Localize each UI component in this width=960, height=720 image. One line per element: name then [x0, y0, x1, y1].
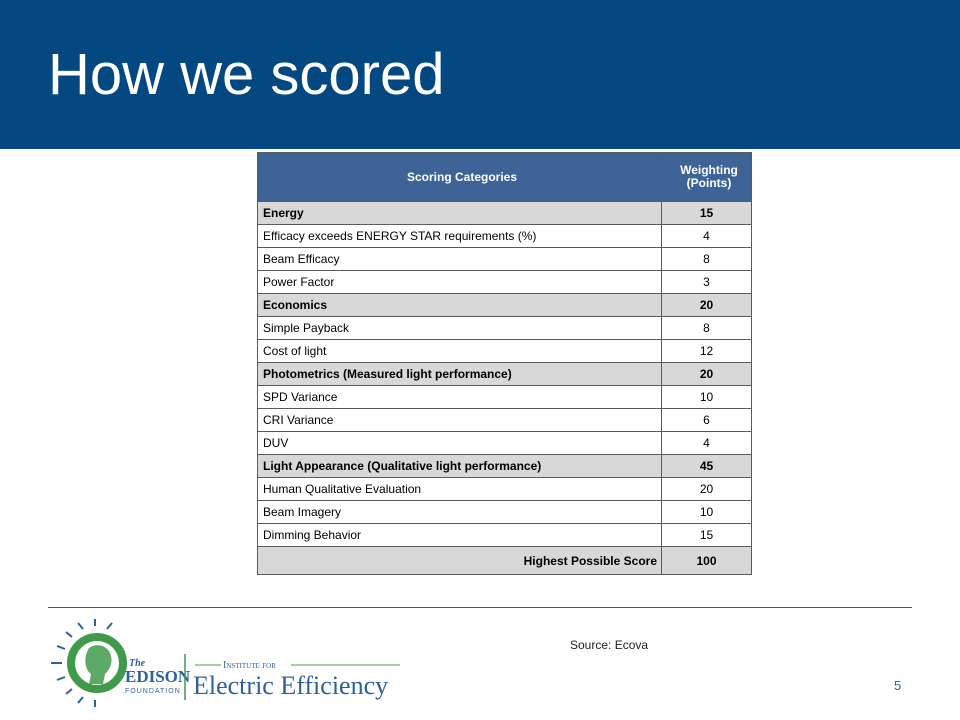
- source-note: Source: Ecova: [570, 638, 649, 652]
- criterion-points: 15: [662, 524, 752, 547]
- category-row: [258, 202, 752, 225]
- criterion-label: Power Factor: [258, 271, 662, 294]
- logo-the: The: [129, 658, 146, 669]
- criterion-label: CRI Variance: [258, 409, 662, 432]
- table-row: [258, 340, 752, 363]
- criterion-label: Beam Imagery: [258, 501, 662, 524]
- criterion-label: Cost of light: [258, 340, 662, 363]
- title-bar: [0, 0, 960, 149]
- table-row: [258, 248, 752, 271]
- slide-title: How we scored: [48, 42, 445, 107]
- criterion-label: DUV: [258, 432, 662, 455]
- table-row: [258, 386, 752, 409]
- criterion-points: 3: [662, 271, 752, 294]
- category-points: 45: [662, 455, 752, 478]
- header-scoring-categories: Scoring Categories: [258, 153, 662, 202]
- criterion-label: Simple Payback: [258, 317, 662, 340]
- category-label: Light Appearance (Qualitative light performance): [258, 455, 662, 478]
- page-number: 5: [894, 678, 902, 693]
- criterion-label: Efficacy exceeds ENERGY STAR requirements (%): [258, 225, 662, 248]
- criterion-points: 6: [662, 409, 752, 432]
- category-label: Economics: [258, 294, 662, 317]
- table-row: [258, 271, 752, 294]
- total-points: 100: [662, 547, 752, 575]
- category-label: Photometrics (Measured light performance): [258, 363, 662, 386]
- total-label: Highest Possible Score: [258, 547, 662, 575]
- criterion-points: 4: [662, 432, 752, 455]
- category-label: Energy: [258, 202, 662, 225]
- criterion-label: Beam Efficacy: [258, 248, 662, 271]
- footer-divider: [48, 607, 912, 608]
- criterion-points: 20: [662, 478, 752, 501]
- table-row: [258, 317, 752, 340]
- criterion-points: 8: [662, 248, 752, 271]
- table-row: [258, 432, 752, 455]
- criterion-points: 4: [662, 225, 752, 248]
- header-weighting: [662, 153, 752, 202]
- logo-institute-for: Institute for: [223, 660, 276, 671]
- criterion-label: SPD Variance: [258, 386, 662, 409]
- category-row: [258, 294, 752, 317]
- table-total-row: [258, 547, 752, 575]
- criterion-points: 10: [662, 501, 752, 524]
- criterion-points: 10: [662, 386, 752, 409]
- edison-profile-icon: [85, 645, 111, 684]
- table-row: [258, 225, 752, 248]
- category-points: 20: [662, 294, 752, 317]
- table-header-row: [258, 153, 752, 202]
- category-points: 15: [662, 202, 752, 225]
- table-row: [258, 409, 752, 432]
- logo-edison: EDISON: [125, 667, 191, 686]
- table-row: [258, 501, 752, 524]
- header-weighting-line1: Weighting: [680, 163, 738, 177]
- criterion-label: Dimming Behavior: [258, 524, 662, 547]
- table-row: [258, 478, 752, 501]
- logo-electric-efficiency: Electric Efficiency: [193, 671, 389, 700]
- category-points: 20: [662, 363, 752, 386]
- criterion-points: 12: [662, 340, 752, 363]
- category-row: [258, 363, 752, 386]
- table-row: [258, 524, 752, 547]
- criterion-points: 8: [662, 317, 752, 340]
- criterion-label: Human Qualitative Evaluation: [258, 478, 662, 501]
- edison-foundation-logo: [45, 618, 405, 708]
- logo-foundation: FOUNDATION: [125, 688, 181, 695]
- category-row: [258, 455, 752, 478]
- header-weighting-line2: (Points): [686, 176, 732, 190]
- scoring-table: [257, 152, 752, 575]
